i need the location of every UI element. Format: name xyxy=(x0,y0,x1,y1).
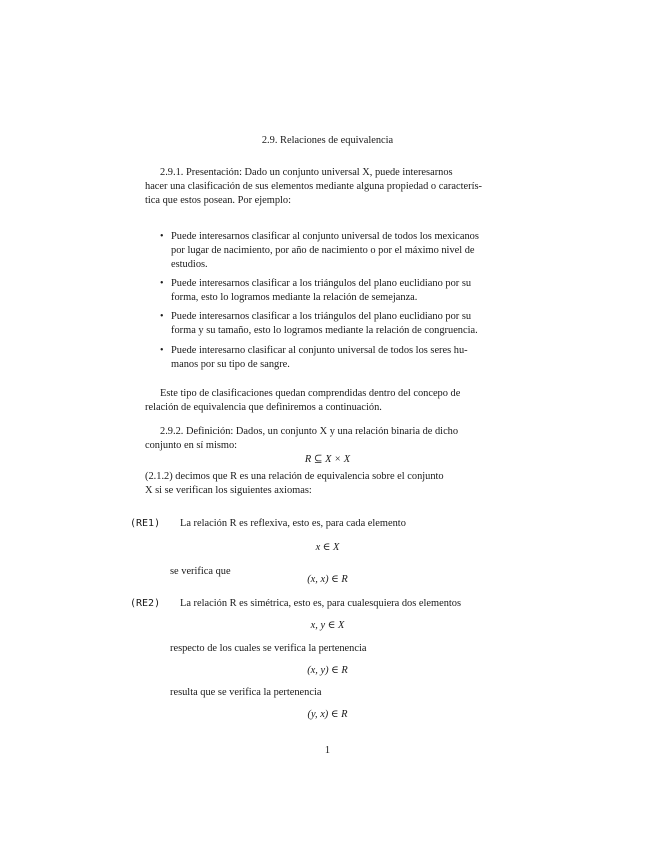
bullet-icon: • xyxy=(160,231,164,242)
example-3-line-2: forma y su tamaño, esto lo logramos mediante la relación de congruencia. xyxy=(171,325,478,336)
re2-formula-1: x, y ∈ X xyxy=(310,620,345,631)
example-3-line-1: Puede interesarnos clasificar a los triángulos del plano euclidiano por su xyxy=(171,311,472,322)
example-4-line-1: Puede interesarno clasificar al conjunto universal de todos los seres hu- xyxy=(171,345,468,356)
re2-formula-3: (y, x) ∈ R xyxy=(307,709,348,720)
definicion-after-line-2: X si se verifican los siguientes axiomas: xyxy=(145,485,312,496)
conclusion-line-2: relación de equivalencia que definiremos a continuación. xyxy=(145,402,382,413)
presentacion-line-2: hacer una clasificación de sus elementos mediante alguna propiedad o caracterís- xyxy=(145,181,482,192)
presentacion-line-1: 2.9.1. Presentación: Dado un conjunto universal X, puede interesarnos xyxy=(160,167,453,178)
example-1-line-1: Puede interesarnos clasificar al conjunto universal de todos los mexicanos xyxy=(171,231,479,242)
presentacion-line-3: tica que estos posean. Por ejemplo: xyxy=(145,195,292,206)
re1-verifica: se verifica que xyxy=(170,566,231,577)
bullet-icon: • xyxy=(160,278,164,289)
re2-resulta: resulta que se verifica la pertenencia xyxy=(170,687,322,698)
definicion-after-line-1: (2.1.2) decimos que R es una relación de equivalencia sobre el conjunto xyxy=(145,471,444,482)
definicion-line-1: 2.9.2. Definición: Dados, un conjunto X y una relación binaria de dicho xyxy=(160,426,459,437)
definicion-line-2: conjunto en sí mismo: xyxy=(145,440,238,451)
example-1-line-2: por lugar de nacimiento, por año de nacimiento o por el máximo nivel de xyxy=(171,245,475,256)
re1-formula-2: (x, x) ∈ R xyxy=(307,574,348,585)
page-number: 1 xyxy=(324,745,331,756)
re2-label: (RE2) xyxy=(130,598,161,609)
definicion-formula: R ⊆ X × X xyxy=(304,454,351,465)
re1-label: (RE1) xyxy=(130,518,161,529)
example-2-line-2: forma, esto lo logramos mediante la relación de semejanza. xyxy=(171,292,418,303)
re2-text: La relación R es simétrica, esto es, para cualesquiera dos elementos xyxy=(180,598,462,609)
bullet-icon: • xyxy=(160,311,164,322)
re1-text: La relación R es reflexiva, esto es, para cada elemento xyxy=(180,518,406,529)
conclusion-line-1: Este tipo de clasificaciones quedan comprendidas dentro del concepo de xyxy=(160,388,461,399)
section-title: 2.9. Relaciones de equivalencia xyxy=(261,135,394,146)
example-2-line-1: Puede interesarnos clasificar a los triángulos del plano euclidiano por su xyxy=(171,278,472,289)
re1-formula-1: x ∈ X xyxy=(315,542,340,553)
re2-formula-2: (x, y) ∈ R xyxy=(307,665,348,676)
bullet-icon: • xyxy=(160,345,164,356)
example-1-line-3: estudios. xyxy=(171,259,208,270)
example-4-line-2: manos por su tipo de sangre. xyxy=(171,359,290,370)
re2-respecto: respecto de los cuales se verifica la pertenencia xyxy=(170,643,367,654)
